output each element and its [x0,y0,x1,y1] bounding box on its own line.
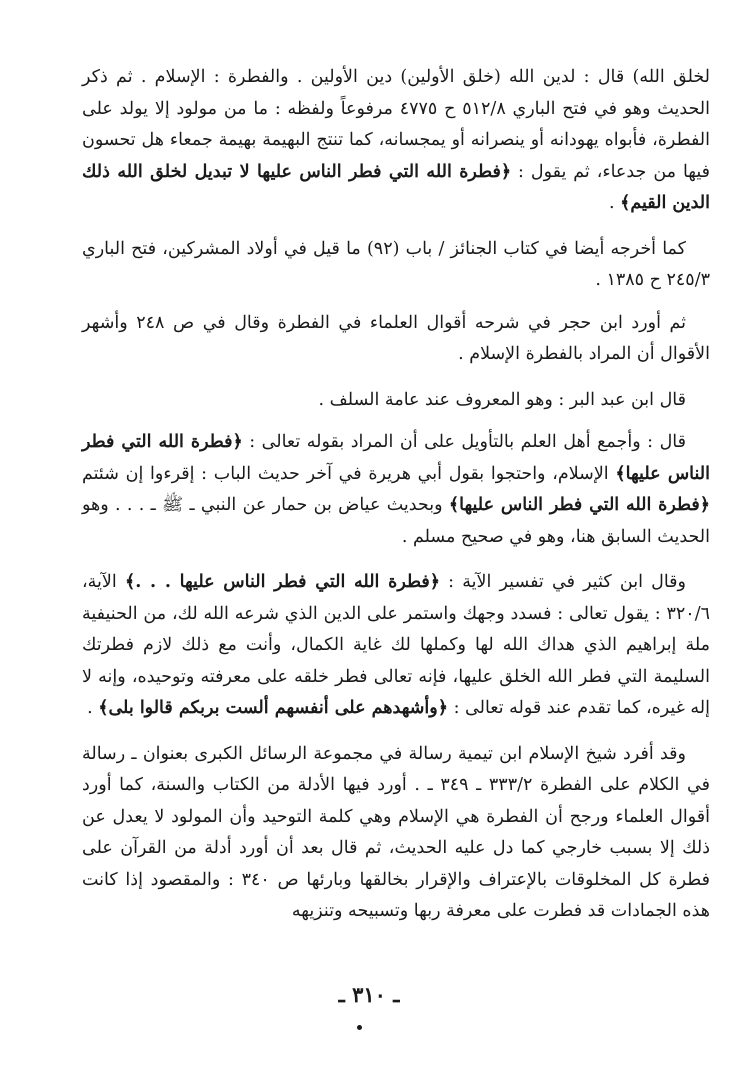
quran-quote: ﴿فطرة الله التي فطر الناس عليها﴾ [82,432,710,484]
text-run: وقد أفرد شيخ الإسلام ابن تيمية رسالة في مجموعة الرسائل الكبرى بعنوان ـ رسالة في الكلام على الفطرة ٣٣٣/٢ ـ ٣٤٩ ـ . أورد فيها الأدلة من الكتاب والسنة، كما أورد أقوال العلماء ورجح أن الفطرة هي الإسلام وهي كلمة التوحيد وأن المولود لا يعدل عن ذلك إلا بسبب خارجي كما دل عليه الحديث، ثم قال بعد أن أورد أدلة من القرآن على فطرة كل المخلوقات بالإعتراف والإقرار بخالقها وبارئها ص ٣٤٠ : والمقصود إذا كانت هذه الجمادات قد فطرت على معرفة ربها وتسبيحه وتنزيهه [82,743,710,921]
quran-quote: ﴿فطرة الله التي فطر الناس عليها لا تبديل لخلق الله ذلك الدين القيم﴾ [82,161,710,213]
text-run: كما أخرجه أيضا في كتاب الجنائز / باب (٩٢) ما قيل في أولاد المشركين، فتح الباري ٢٤٥/٣ ح ١٣٨٥ . [82,238,710,290]
paragraph-6 [82,567,710,725]
text-run: . [608,193,621,213]
quran-quote: ﴿وأشهدهم على أنفسهم ألست بربكم قالوا بلى﴾ [98,698,448,718]
paragraph-4 [82,385,710,417]
page-dot [357,1025,362,1030]
text-run: وقال ابن كثير في تفسير الآية : [439,572,686,592]
text-run: ثم أورد ابن حجر في شرحه أقوال العلماء في الفطرة وقال في ص ٢٤٨ وأشهر الأقوال أن المراد بالفطرة الإسلام . [82,312,710,364]
text-run: الإسلام، واحتجوا بقول أبي هريرة في آخر حديث الباب : إقرءوا إن شئتم [82,463,616,484]
paragraph-7 [82,739,710,928]
text-run: وبحديث عياض بن حمار عن النبي ـ ﷺ ـ . . . وهو الحديث السابق هنا، وهو في صحيح مسلم . [82,495,710,547]
paragraph-1 [82,62,710,220]
text-run: لخلق الله) قال : لدين الله (خلق الأولين) دين الأولين . والفطرة : الإسلام . ثم ذكر الحديث وهو في فتح الباري ٥١٢/٨ ح ٤٧٧٥ مرفوعاً ولفظه : ما من مولود إلا يولد على الفطرة، فأبواه يهودانه أو ينصرانه أو يمجسانه، كما تنتج البهيمة بهيمة جمعاء هل تحسون فيها من جدعاء، ثم يقول : [82,67,710,182]
body-text [82,62,710,928]
paragraph-3 [82,308,710,371]
paragraph-2 [82,234,710,297]
text-run: . [87,698,99,718]
page-number: ـ ٣١٠ ـ [338,982,400,1007]
quran-quote: ﴿فطرة الله التي فطر الناس عليها﴾ [448,495,710,515]
document-page [82,62,710,1052]
quran-quote: ﴿فطرة الله التي فطر الناس عليها . . .﴾ [124,572,440,592]
paragraph-5 [82,427,710,553]
text-run: الآية، ٣٢٠/٦ : يقول تعالى : فسدد وجهك واستمر على الدين الذي شرعه الله لك، من الحنيفية ملة إبراهيم الذي هداك الله لها وكملها لك غاية الكمال، وأنت مع ذلك لازم فطرتك السليمة التي فطر الله الخلق عليها، فإنه تعالى فطر خلقه على معرفته وتوحيده، وإنه لا إله غيره، كما تقدم عند قوله تعالى : [82,572,710,718]
text-run: قال : وأجمع أهل العلم بالتأويل على أن المراد بقوله تعالى : [242,432,686,452]
text-run: قال ابن عبد البر : وهو المعروف عند عامة السلف . [318,389,686,410]
